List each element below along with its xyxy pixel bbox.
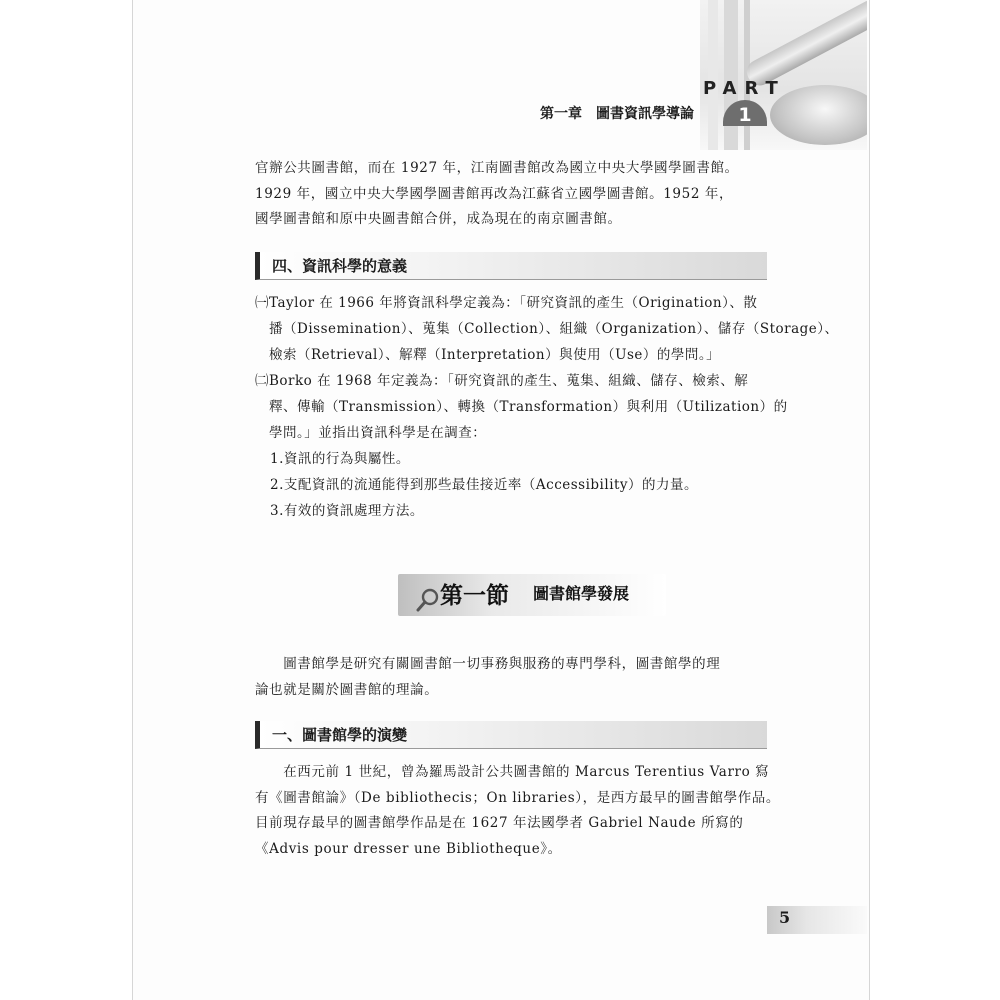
- text-line: 檢索（Retrieval）、解釋（Interpretation）與使用（Use）的學問。」: [269, 347, 721, 363]
- intro-paragraph: [255, 156, 767, 233]
- evolution-paragraph: [255, 760, 781, 862]
- definition-item-borko: [255, 368, 788, 446]
- section-banner-title: 第一節: [440, 582, 509, 609]
- text-line: 官辦公共圖書館，而在 1927 年，江南圖書館改為國立中央大學國學圖書館。: [255, 160, 739, 176]
- text-line: 播（Dissemination）、蒐集（Collection）、組織（Organization）、儲存（Storage）、: [269, 321, 839, 337]
- part-label: PART: [703, 78, 786, 99]
- chapter-title: 第一章 圖書資訊學導論: [540, 106, 694, 122]
- text-line: ㈡Borko 在 1968 年定義為：「研究資訊的產生、蒐集、組織、儲存、檢索、解: [255, 373, 749, 389]
- text-line: 論也就是關於圖書館的理論。: [255, 681, 439, 698]
- text-line: 釋、傳輸（Transmission）、轉換（Transformation）與利用（Utilization）的: [269, 399, 788, 415]
- part-number-badge: 1: [723, 100, 767, 126]
- definition-item-taylor: [255, 290, 839, 368]
- text-line: ㈠Taylor 在 1966 年將資訊科學定義為：「研究資訊的產生（Origination）、散: [255, 295, 758, 311]
- section-heading-one: 一、圖書館學的演變: [255, 721, 767, 749]
- text-line: 國學圖書館和原中央圖書館合併，成為現在的南京圖書館。: [255, 211, 622, 227]
- text-line: 1929 年，國立中央大學國學圖書館再改為江蘇省立國學圖書館。1952 年，: [255, 185, 734, 202]
- page-number: 5: [779, 908, 791, 927]
- text-line: 圖書館學是研究有關圖書館一切事務與服務的專門學科，圖書館學的理: [255, 656, 721, 672]
- section-heading-four: 四、資訊科學的意義: [255, 252, 767, 280]
- header-decoration-image: [700, 0, 867, 150]
- library-intro-paragraph: [255, 652, 767, 703]
- text-line: 在西元前 1 世紀，曾為羅馬設計公共圖書館的 Marcus Terentius Varro 寫: [255, 764, 770, 780]
- section-banner-subtitle: 圖書館學發展: [533, 584, 630, 603]
- sub-item-list: [270, 446, 790, 524]
- list-item: 1.資訊的行為與屬性。: [270, 451, 410, 467]
- text-line: 有《圖書館論》（De bibliothecis；On libraries），是西方最早的圖書館學作品。: [255, 789, 781, 806]
- list-item: 2.支配資訊的流通能得到那些最佳接近率（Accessibility）的力量。: [270, 477, 699, 493]
- text-line: 《Advis pour dresser une Bibliotheque》。: [255, 840, 562, 857]
- text-line: 目前現存最早的圖書館學作品是在 1627 年法國學者 Gabriel Naude 所寫的: [255, 815, 744, 831]
- text-line: 學問。」並指出資訊科學是在調查：: [269, 425, 487, 441]
- list-item: 3.有效的資訊處理方法。: [270, 503, 424, 519]
